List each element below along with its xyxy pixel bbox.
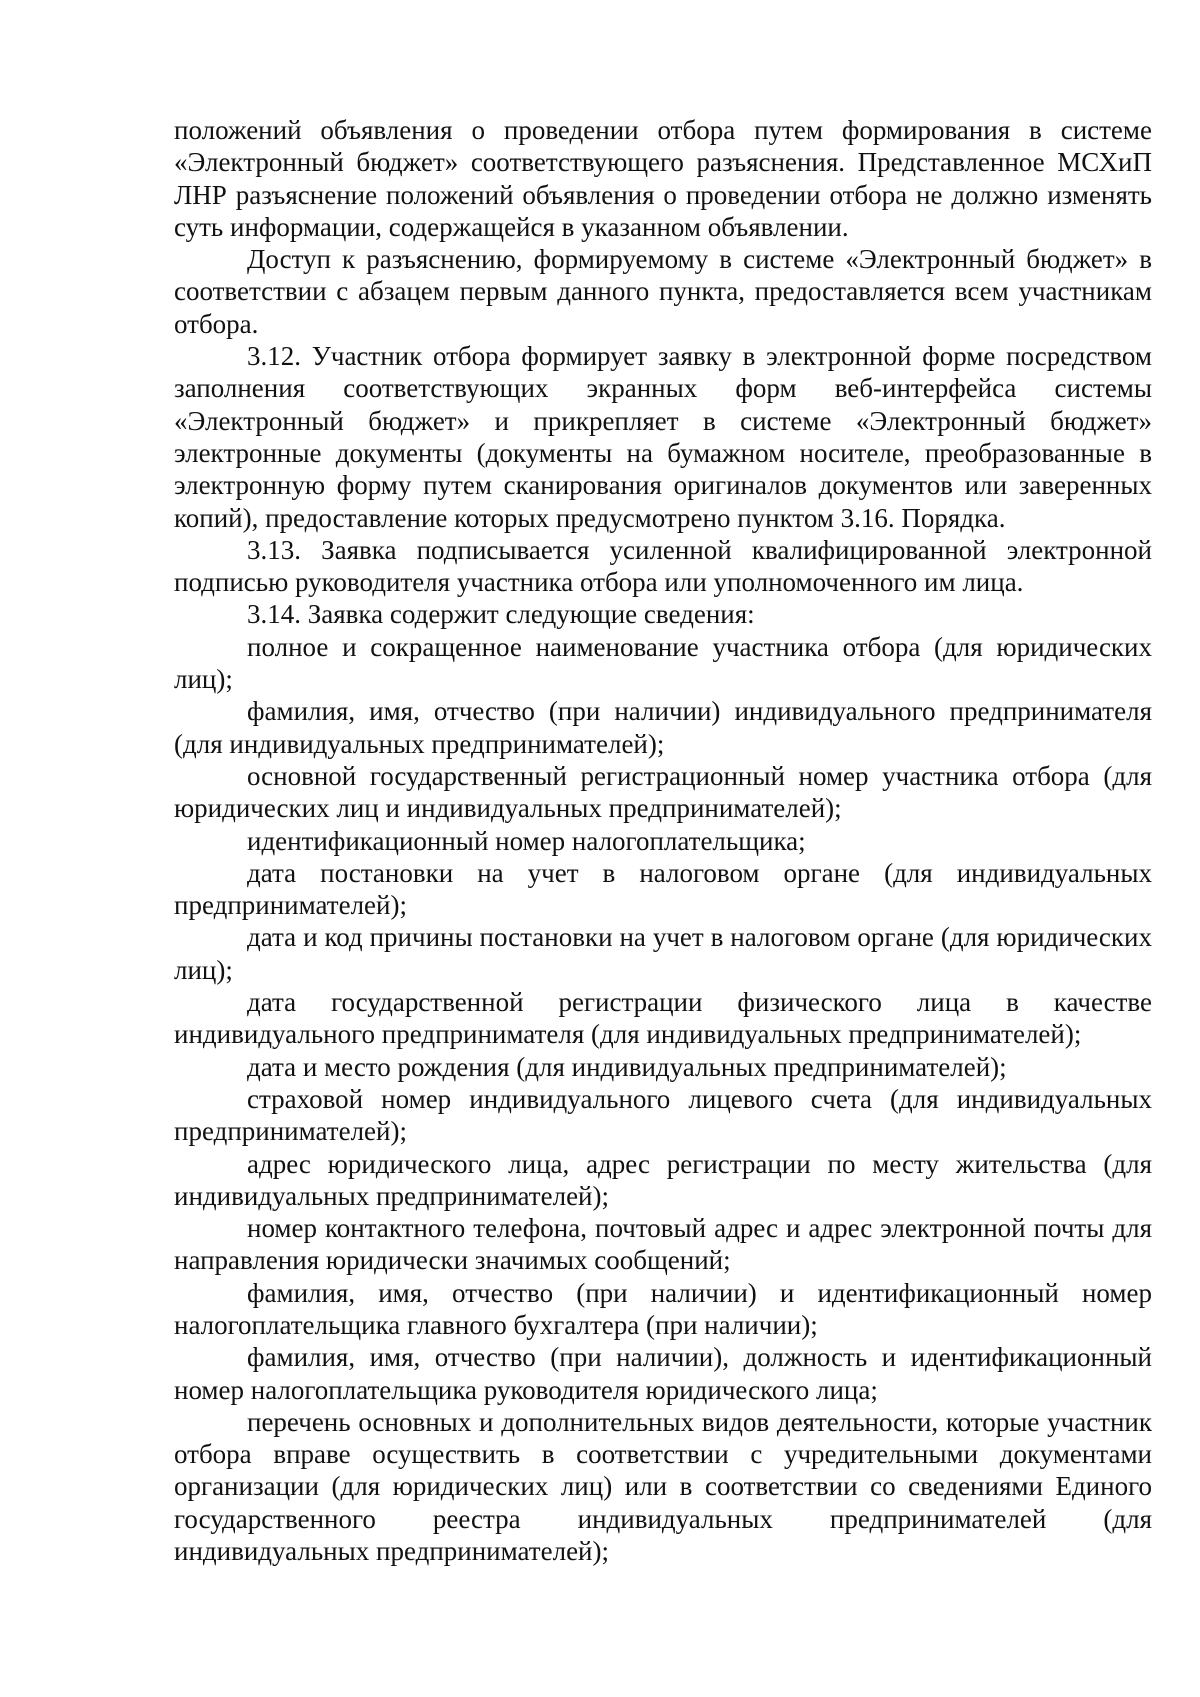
- document-page: [174, 114, 1152, 1567]
- list-item-full-name: полное и сокращенное наименование участника отбора (для юридических лиц);: [174, 631, 1152, 695]
- list-item-ogrn: основной государственный регистрационный номер участника отбора (для юридических лиц и индивидуальных предпринимателей);: [174, 760, 1152, 824]
- paragraph-access-to-clarification: Доступ к разъяснению, формируемому в системе «Электронный бюджет» в соответствии с абзацем первым данного пункта, предоставляется всем участникам отбора.: [174, 244, 1152, 339]
- list-item-address: адрес юридического лица, адрес регистрации по месту жительства (для индивидуальных предпринимателей);: [174, 1148, 1152, 1211]
- list-item-activities: перечень основных и дополнительных видов деятельности, которые участник отбора вправе осуществить в соответствии с учредительными документами организации (для юридических лиц) или в соответствии со сведениями Единого государственного реестра индивидуальных предпринимателей (для индивидуальных предпринимателей);: [174, 1406, 1152, 1567]
- paragraph-3-12: 3.12. Участник отбора формирует заявку в электронной форме посредством заполнения соответствующих экранных форм веб-интерфейса системы «Электронный бюджет» и прикрепляет в системе «Электронный бюджет» электронные документы (документы на бумажном носителе, преобразованные в электронную форму путем сканирования оригиналов документов или заверенных копий), предоставление которых предусмотрено пунктом 3.16. Порядка.: [174, 341, 1152, 533]
- list-item-contacts: номер контактного телефона, почтовый адрес и адрес электронной почты для направления юридически значимых сообщений;: [174, 1213, 1152, 1276]
- paragraph-clarification-provisions: положений объявления о проведении отбора путем формирования в системе «Электронный бюджет» соответствующего разъяснения. Представленное МСХиП ЛНР разъяснение положений объявления о проведении отбора не должно изменять суть информации, содержащейся в указанном объявлении.: [174, 115, 1152, 242]
- list-item-chief-accountant: фамилия, имя, отчество (при наличии) и идентификационный номер налогоплательщика главного бухгалтера (при наличии);: [174, 1277, 1152, 1340]
- paragraph-3-13: 3.13. Заявка подписывается усиленной квалифицированной электронной подписью руководителя участника отбора или уполномоченного им лица.: [174, 534, 1152, 598]
- list-item-inn: идентификационный номер налогоплательщика;: [247, 825, 806, 856]
- list-item-state-registration-date: дата государственной регистрации физического лица в качестве индивидуального предпринимателя (для индивидуальных предпринимателей);: [174, 987, 1152, 1050]
- list-item-snils: страховой номер индивидуального лицевого счета (для индивидуальных предпринимателей);: [174, 1083, 1152, 1147]
- paragraph-3-14: 3.14. Заявка содержит следующие сведения:: [247, 599, 755, 630]
- list-item-tax-registration-date: дата постановки на учет в налоговом органе (для индивидуальных предпринимателей);: [174, 857, 1152, 921]
- list-item-birth-date-place: дата и место рождения (для индивидуальных предпринимателей);: [247, 1051, 1007, 1082]
- list-item-entrepreneur-name: фамилия, имя, отчество (при наличии) индивидуального предпринимателя (для индивидуальных предпринимателей);: [174, 696, 1152, 759]
- list-item-director: фамилия, имя, отчество (при наличии), должность и идентификационный номер налогоплательщика руководителя юридического лица;: [174, 1342, 1152, 1405]
- list-item-kpp: дата и код причины постановки на учет в налоговом органе (для юридических лиц);: [174, 922, 1152, 985]
